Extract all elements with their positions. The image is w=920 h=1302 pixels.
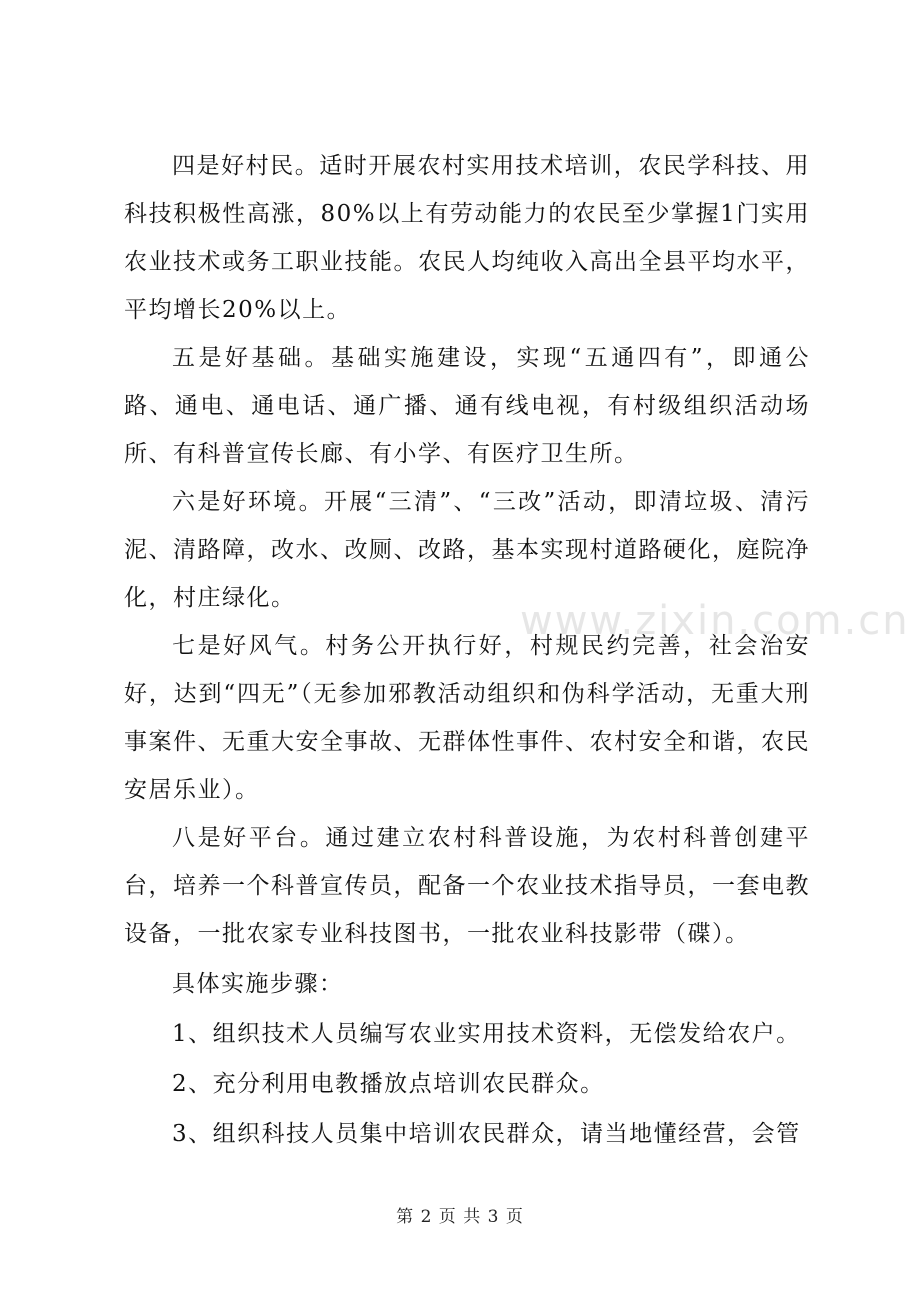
steps-heading: 具体实施步骤： bbox=[172, 971, 344, 997]
document-body bbox=[124, 142, 810, 1158]
paragraph-good-villagers: 四是好村民。适时开展农村实用技术培训，农民学科技、用科技积极性高涨，80%以上有劳动能力的农民至少掌握1门实用农业技术或务工职业技能。农民人均纯收入高出全县平均水平，平均增长20%以上。 bbox=[124, 153, 810, 323]
step-item-1: 1、组织技术人员编写农业实用技术资料，无偿发给农户。 bbox=[172, 1021, 801, 1047]
paragraph-good-foundation: 五是好基础。基础实施建设，实现“五通四有”，即通公路、通电、通电话、通广播、通有线电视，有村级组织活动场所、有科普宣传长廊、有小学、有医疗卫生所。 bbox=[124, 345, 810, 467]
paragraph-good-customs: 七是好风气。村务公开执行好，村规民约完善，社会治安好，达到“四无”（无参加邪教活动组织和伪科学活动，无重大刑事案件、无重大安全事故、无群体性事件、农村安全和谐，农民安居乐业）。 bbox=[124, 633, 810, 803]
step-item-2: 2、充分利用电教播放点培训农民群众。 bbox=[172, 1071, 605, 1097]
paragraph-good-platform: 八是好平台。通过建立农村科普设施，为农村科普创建平台，培养一个科普宣传员，配备一个农业技术指导员，一套电教设备，一批农家专业科技图书，一批农业科技影带（碟）。 bbox=[124, 825, 810, 947]
paragraph-good-environment: 六是好环境。开展“三清”、“三改”活动，即清垃圾、清污泥、清路障，改水、改厕、改路，基本实现村道路硬化，庭院净化，村庄绿化。 bbox=[124, 489, 810, 611]
page-footer: 第 2 页 共 3 页 bbox=[396, 1207, 524, 1227]
step-item-3: 3、组织科技人员集中培训农民群众，请当地懂经营，会管 bbox=[172, 1121, 801, 1147]
watermark: www.zixin.com.cn bbox=[520, 598, 910, 644]
